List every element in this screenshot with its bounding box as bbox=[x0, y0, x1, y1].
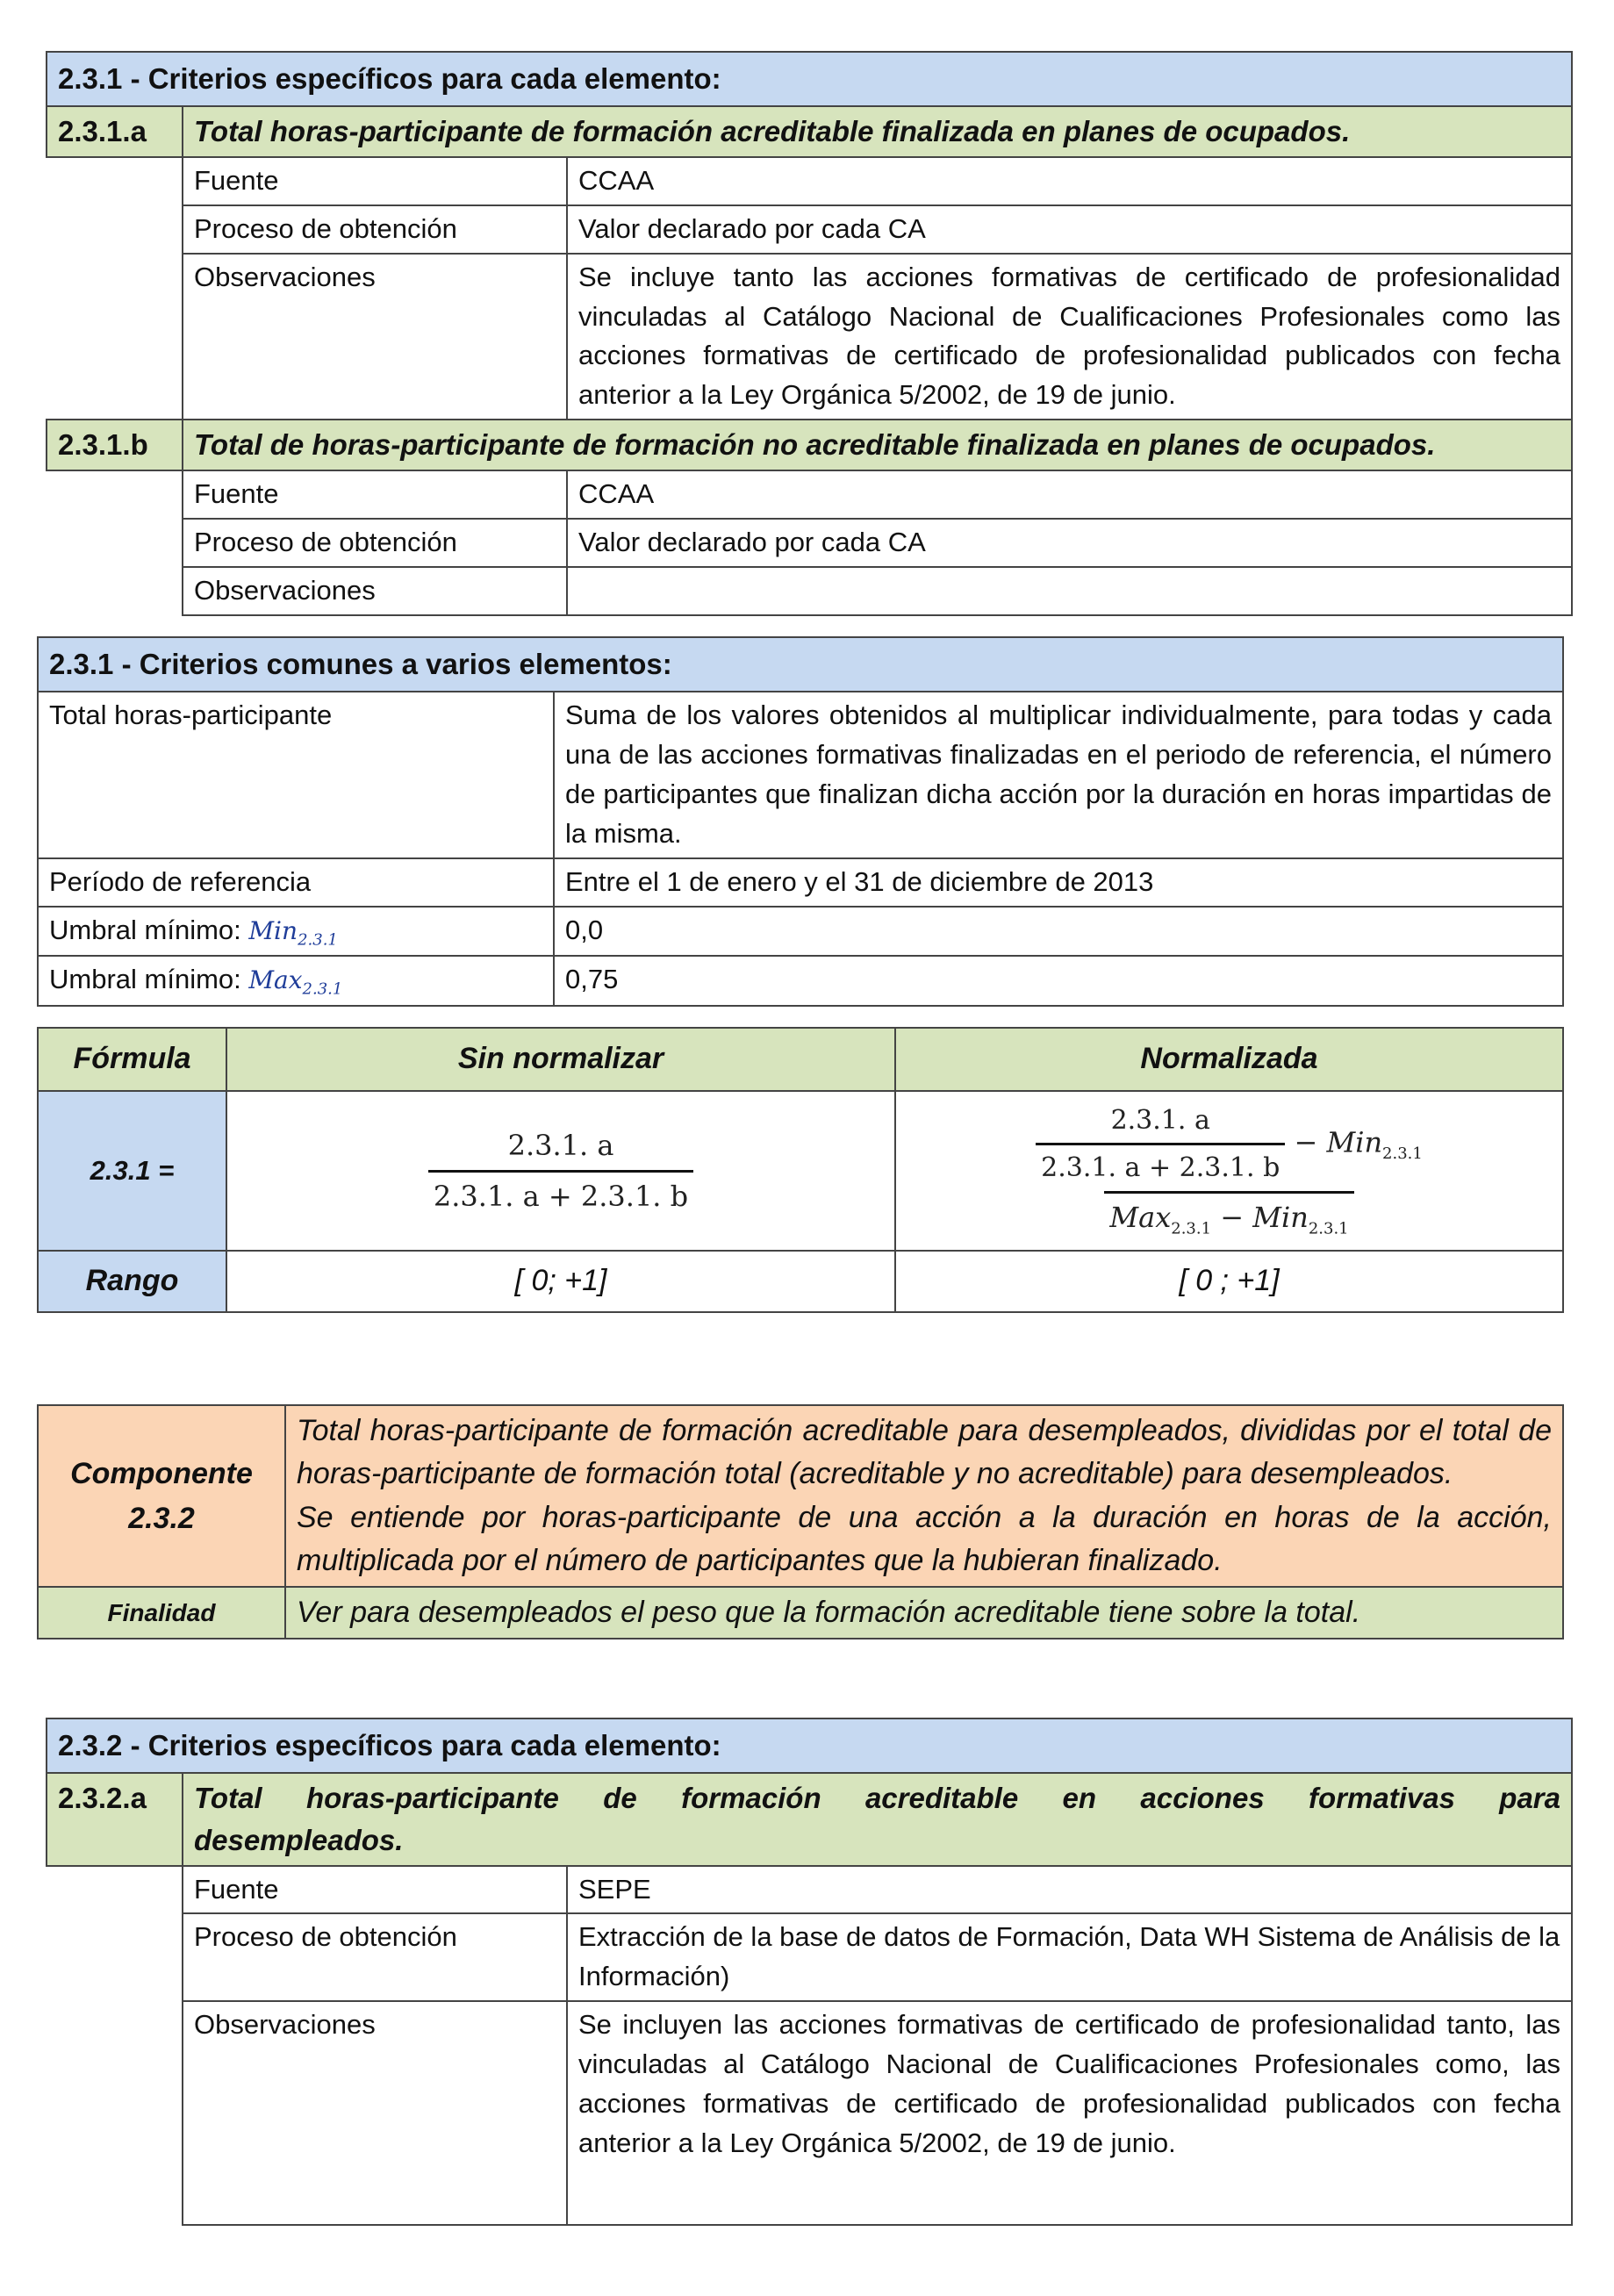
section-header: 2.3.2 - Criterios específicos para cada elemento: bbox=[47, 1718, 1572, 1773]
threshold-min-label: Umbral mínimo: Min$_{2.3.1}$ bbox=[38, 907, 554, 957]
section-header: 2.3.1 - Criterios comunes a varios elementos: bbox=[38, 637, 1563, 692]
threshold-max-label: Umbral mínimo: Max$_{2.3.1}$ bbox=[38, 956, 554, 1006]
criteria-table-232 bbox=[46, 1718, 1573, 2226]
normalizada-header: Normalizada bbox=[895, 1028, 1563, 1091]
threshold-max-value: 0,75 bbox=[554, 956, 1563, 1006]
observaciones-value: Se incluye tanto las acciones formativas de certificado de profesionalidad vinculadas al Catálogo Nacional de Cualificaciones Profesionales como las acciones formativas de certificado de profesionalidad publicados con fecha anterior a la Ley Orgánica 5/2002, de 19 de junio. bbox=[567, 254, 1572, 420]
finalidad-label: Finalidad bbox=[38, 1587, 285, 1639]
item-code: 2.3.1.b bbox=[47, 420, 183, 470]
fuente-value: CCAA bbox=[567, 157, 1572, 205]
section-header: 2.3.1 - Criterios específicos para cada elemento: bbox=[47, 52, 1572, 106]
criteria-label: Período de referencia bbox=[38, 858, 554, 907]
sin-normalizar-header: Sin normalizar bbox=[226, 1028, 895, 1091]
item-title: Total horas-participante de formación acreditable en acciones formativas para desempleados. bbox=[183, 1773, 1572, 1866]
criteria-label: Total horas-participante bbox=[38, 692, 554, 858]
section-232-specific bbox=[46, 1718, 1573, 2226]
section-231-common bbox=[37, 636, 1564, 1007]
proceso-label: Proceso de obtención bbox=[183, 205, 567, 254]
observaciones-value bbox=[567, 567, 1572, 615]
section-231-specific bbox=[46, 51, 1573, 616]
formula-section bbox=[37, 1027, 1564, 1313]
item-code: 2.3.1.a bbox=[47, 106, 183, 157]
proceso-value: Valor declarado por cada CA bbox=[567, 205, 1572, 254]
threshold-min-value: 0,0 bbox=[554, 907, 1563, 957]
fuente-value: CCAA bbox=[567, 470, 1572, 519]
rango-normalizada: [ 0 ; +1] bbox=[895, 1251, 1563, 1312]
criteria-value: Suma de los valores obtenidos al multiplicar individualmente, para todas y cada una de las acciones formativas finalizadas en el periodo de referencia, el número de participantes que finalizan dicha acción por la duración en horas impartidas de la misma. bbox=[554, 692, 1563, 858]
observaciones-label: Observaciones bbox=[183, 567, 567, 615]
formula-table bbox=[37, 1027, 1564, 1313]
rango-label: Rango bbox=[38, 1251, 226, 1312]
componente-description: Total horas-participante de formación acreditable para desempleados, divididas por el total de horas-participante de formación total (acreditable y no acreditable) para desempleados. Se entiende por horas-participante de una acción a la duración en horas de la acción, multiplicada por el número de participantes que la hubieran finalizado. bbox=[285, 1405, 1563, 1587]
min-symbol: Min$_{2.3.1}$ bbox=[248, 915, 338, 950]
formula-col-header: Fórmula bbox=[38, 1028, 226, 1091]
formula-sin-normalizar: $\frac{2.3.1. a}{2.3.1. a + 2.3.1. b}$ bbox=[226, 1091, 895, 1251]
componente-table bbox=[37, 1404, 1564, 1639]
fuente-label: Fuente bbox=[183, 470, 567, 519]
fuente-value: SEPE bbox=[567, 1866, 1572, 1914]
fuente-label: Fuente bbox=[183, 157, 567, 205]
item-title: Total horas-participante de formación acreditable finalizada en planes de ocupados. bbox=[183, 106, 1572, 157]
rango-sin-normalizar: [ 0; +1] bbox=[226, 1251, 895, 1312]
observaciones-label: Observaciones bbox=[183, 2001, 567, 2225]
proceso-label: Proceso de obtención bbox=[183, 519, 567, 567]
observaciones-label: Observaciones bbox=[183, 254, 567, 420]
observaciones-value: Se incluyen las acciones formativas de certificado de profesionalidad tanto, las vinculadas al Catálogo Nacional de Cualificaciones Profesionales como, las acciones formativas de certificado de profesionalidad publicados con fecha anterior a la Ley Orgánica 5/2002, de 19 de junio. bbox=[567, 2001, 1572, 2225]
fuente-label: Fuente bbox=[183, 1866, 567, 1914]
criteria-table-231 bbox=[46, 51, 1573, 616]
item-title: Total de horas-participante de formación no acreditable finalizada en planes de ocupados. bbox=[183, 420, 1572, 470]
formula-normalizada: $\frac{2.3.1. a}{2.3.1. a + 2.3.1. b}$ − Min$_{2.3.1}$ Max$_{2.3.1}$ − Min$_{2.3.1}$ bbox=[895, 1091, 1563, 1251]
proceso-label: Proceso de obtención bbox=[183, 1913, 567, 2001]
criteria-value: Entre el 1 de enero y el 31 de diciembre de 2013 bbox=[554, 858, 1563, 907]
proceso-value: Valor declarado por cada CA bbox=[567, 519, 1572, 567]
max-symbol: Max$_{2.3.1}$ bbox=[248, 965, 343, 999]
proceso-value: Extracción de la base de datos de Formación, Data WH Sistema de Análisis de la Información) bbox=[567, 1913, 1572, 2001]
finalidad-value: Ver para desempleados el peso que la formación acreditable tiene sobre la total. bbox=[285, 1587, 1563, 1639]
item-code: 2.3.2.a bbox=[47, 1773, 183, 1866]
componente-section bbox=[37, 1404, 1564, 1639]
formula-row-label: 2.3.1 = bbox=[38, 1091, 226, 1251]
componente-label: Componente 2.3.2 bbox=[38, 1405, 285, 1587]
common-criteria-table bbox=[37, 636, 1564, 1007]
